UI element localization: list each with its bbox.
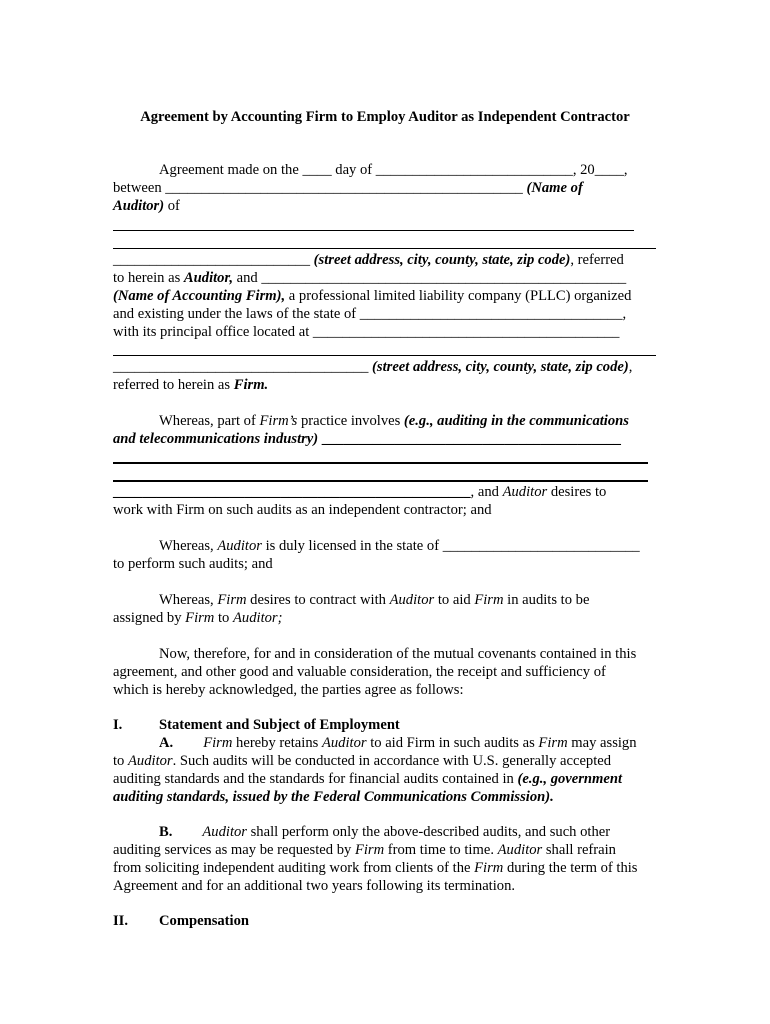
document-title: Agreement by Accounting Firm to Employ Auditor as Independent Contractor — [140, 109, 630, 125]
p1-line-2: between _________________________________________________ (Name of — [113, 180, 583, 196]
s1-b-line-3: from soliciting independent auditing work from clients of the Firm during the term of this — [113, 860, 638, 876]
section-1-number: I. — [113, 717, 123, 733]
blank-line — [113, 230, 634, 231]
section-2-heading: Compensation — [159, 913, 250, 929]
s1-b-line-2: auditing services as may be requested by Firm from time to time. Auditor shall refrain — [113, 842, 616, 858]
p1-line-8: (Name of Accounting Firm), a professional limited liability company (PLLC) organized — [113, 288, 632, 304]
s1-b-line-4: Agreement and for an additional two years following its termination. — [113, 878, 516, 894]
blank-line — [113, 355, 656, 356]
p2-line-5: _________________________________________________, and Auditor desires to — [113, 484, 607, 500]
blank-line — [113, 480, 648, 482]
p1-line-3: Auditor) of — [113, 198, 180, 214]
p1-line-9: and existing under the laws of the state of ____________________________________, — [113, 306, 627, 322]
p1-line-10: with its principal office located at __________________________________________ — [113, 324, 620, 340]
p1-line-7: to herein as Auditor, and __________________________________________________ — [113, 270, 627, 286]
p5-line-2: agreement, and other good and valuable consideration, the receipt and sufficiency of — [113, 664, 606, 680]
p3-line-2: to perform such audits; and — [113, 556, 273, 572]
s1-a-line-3: auditing standards and the standards for financial audits contained in (e.g., government — [113, 771, 623, 787]
p5-line-1: Now, therefore, for and in consideration of the mutual covenants contained in this — [159, 646, 637, 662]
s1-a-line-2: to Auditor. Such audits will be conducted in accordance with U.S. generally accepted — [113, 753, 612, 769]
p3-line-1: Whereas, Auditor is duly licensed in the state of ___________________________ — [159, 538, 640, 554]
section-2-number: II. — [113, 913, 129, 929]
p1-line-12: ___________________________________ (street address, city, county, state, zip code), — [113, 359, 633, 375]
p5-line-3: which is hereby acknowledged, the parties agree as follows: — [113, 682, 464, 698]
section-1-heading: Statement and Subject of Employment — [159, 717, 400, 733]
s1-b-line-1: B. Auditor shall perform only the above-described audits, and such other — [159, 824, 611, 840]
blank-line — [113, 248, 656, 249]
p4-line-1: Whereas, Firm desires to contract with Auditor to aid Firm in audits to be — [159, 592, 590, 608]
p2-line-1: Whereas, part of Firm’s practice involves (e.g., auditing in the communications — [159, 413, 629, 429]
s1-a-line-1: A. Firm hereby retains Auditor to aid Firm in such audits as Firm may assign — [159, 735, 637, 751]
blank-line — [113, 462, 648, 464]
s1-a-line-4: auditing standards, issued by the Federal Communications Commission). — [113, 789, 554, 805]
p4-line-2: assigned by Firm to Auditor; — [113, 610, 283, 626]
p1-line-13: referred to herein as Firm. — [113, 377, 269, 393]
p1-line-1: Agreement made on the ____ day of ___________________________, 20____, — [159, 162, 628, 178]
p2-line-6: work with Firm on such audits as an independent contractor; and — [113, 502, 492, 518]
p1-line-6: ___________________________ (street address, city, county, state, zip code), referred — [113, 252, 624, 268]
p2-line-2: and telecommunications industry) _________________________________________ — [113, 431, 621, 447]
